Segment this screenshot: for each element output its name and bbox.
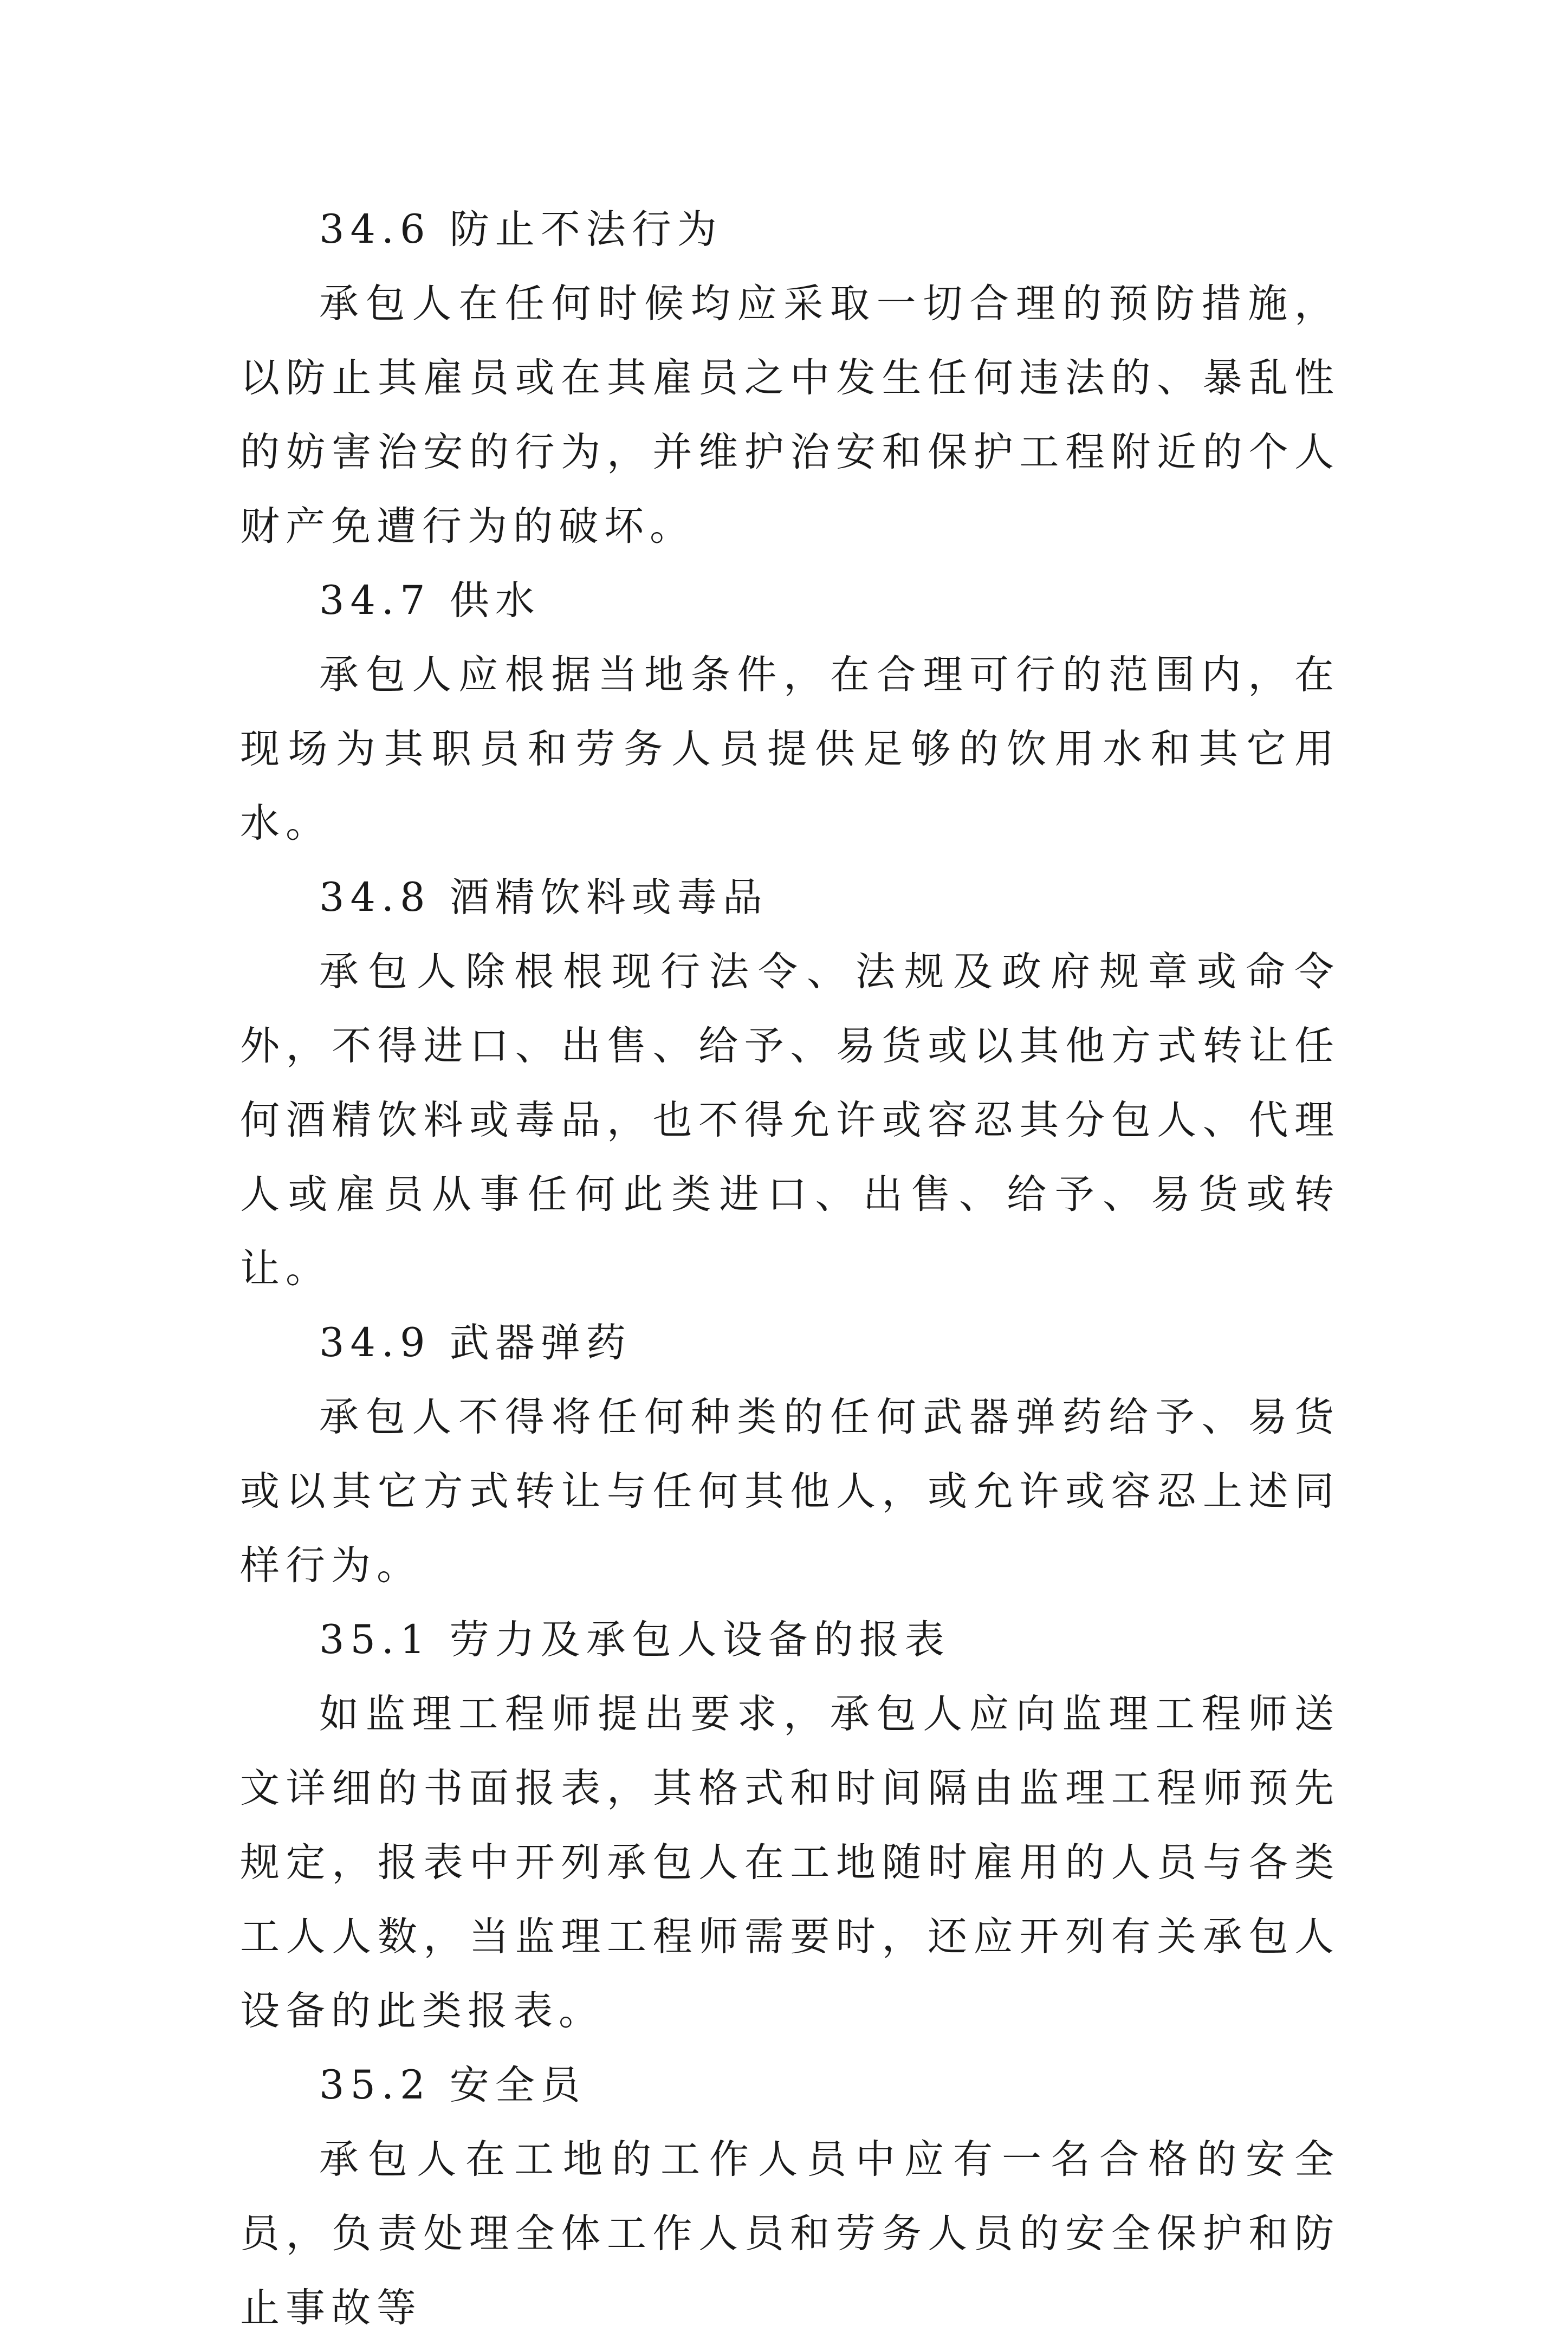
section-body-35-1: 如监理工程师提出要求，承包人应向监理工程师送文详细的书面报表，其格式和时间隔由监理工程师预先规定，报表中开列承包人在工地随时雇用的人员与各类工人人数，当监理工程师需要时，还应开列有关承包人设备的此类报表。 bbox=[240, 1691, 1340, 2034]
section-heading-34-6: 34.6 防止不法行为 bbox=[319, 206, 723, 252]
section-heading-34-7: 34.7 供水 bbox=[319, 578, 541, 624]
section-body-34-9: 承包人不得将任何种类的任何武器弹药给予、易货或以其它方式转让与任何其他人，或允许或容忍上述同样行为。 bbox=[240, 1394, 1340, 1589]
section-heading-35-1: 35.1 劳力及承包人设备的报表 bbox=[319, 1617, 950, 1663]
section-body-34-6: 承包人在任何时候均应采取一切合理的预防措施，以防止其雇员或在其雇员之中发生任何违法的、暴乱性的妨害治安的行为，并维护治安和保护工程附近的个人财产免遭行为的破坏。 bbox=[240, 281, 1340, 549]
section-body-35-2: 承包人在工地的工作人员中应有一名合格的安全员，负责处理全体工作人员和劳务人员的安全保护和防止事故等 bbox=[240, 2136, 1340, 2331]
section-heading-35-2: 35.2 安全员 bbox=[319, 2062, 586, 2108]
section-body-34-8: 承包人除根根现行法令、法规及政府规章或命令外，不得进口、出售、给予、易货或以其他方式转让任何酒精饮料或毒品，也不得允许或容忍其分包人、代理人或雇员从事任何此类进口、出售、给予、易货或转让。 bbox=[240, 949, 1340, 1292]
section-heading-34-8: 34.8 酒精饮料或毒品 bbox=[319, 874, 768, 921]
document-body bbox=[240, 192, 1340, 2345]
section-heading-34-9: 34.9 武器弹药 bbox=[319, 1320, 632, 1366]
section-body-34-7: 承包人应根据当地条件，在合理可行的范围内，在现场为其职员和劳务人员提供足够的饮用水和其它用水。 bbox=[240, 652, 1340, 846]
